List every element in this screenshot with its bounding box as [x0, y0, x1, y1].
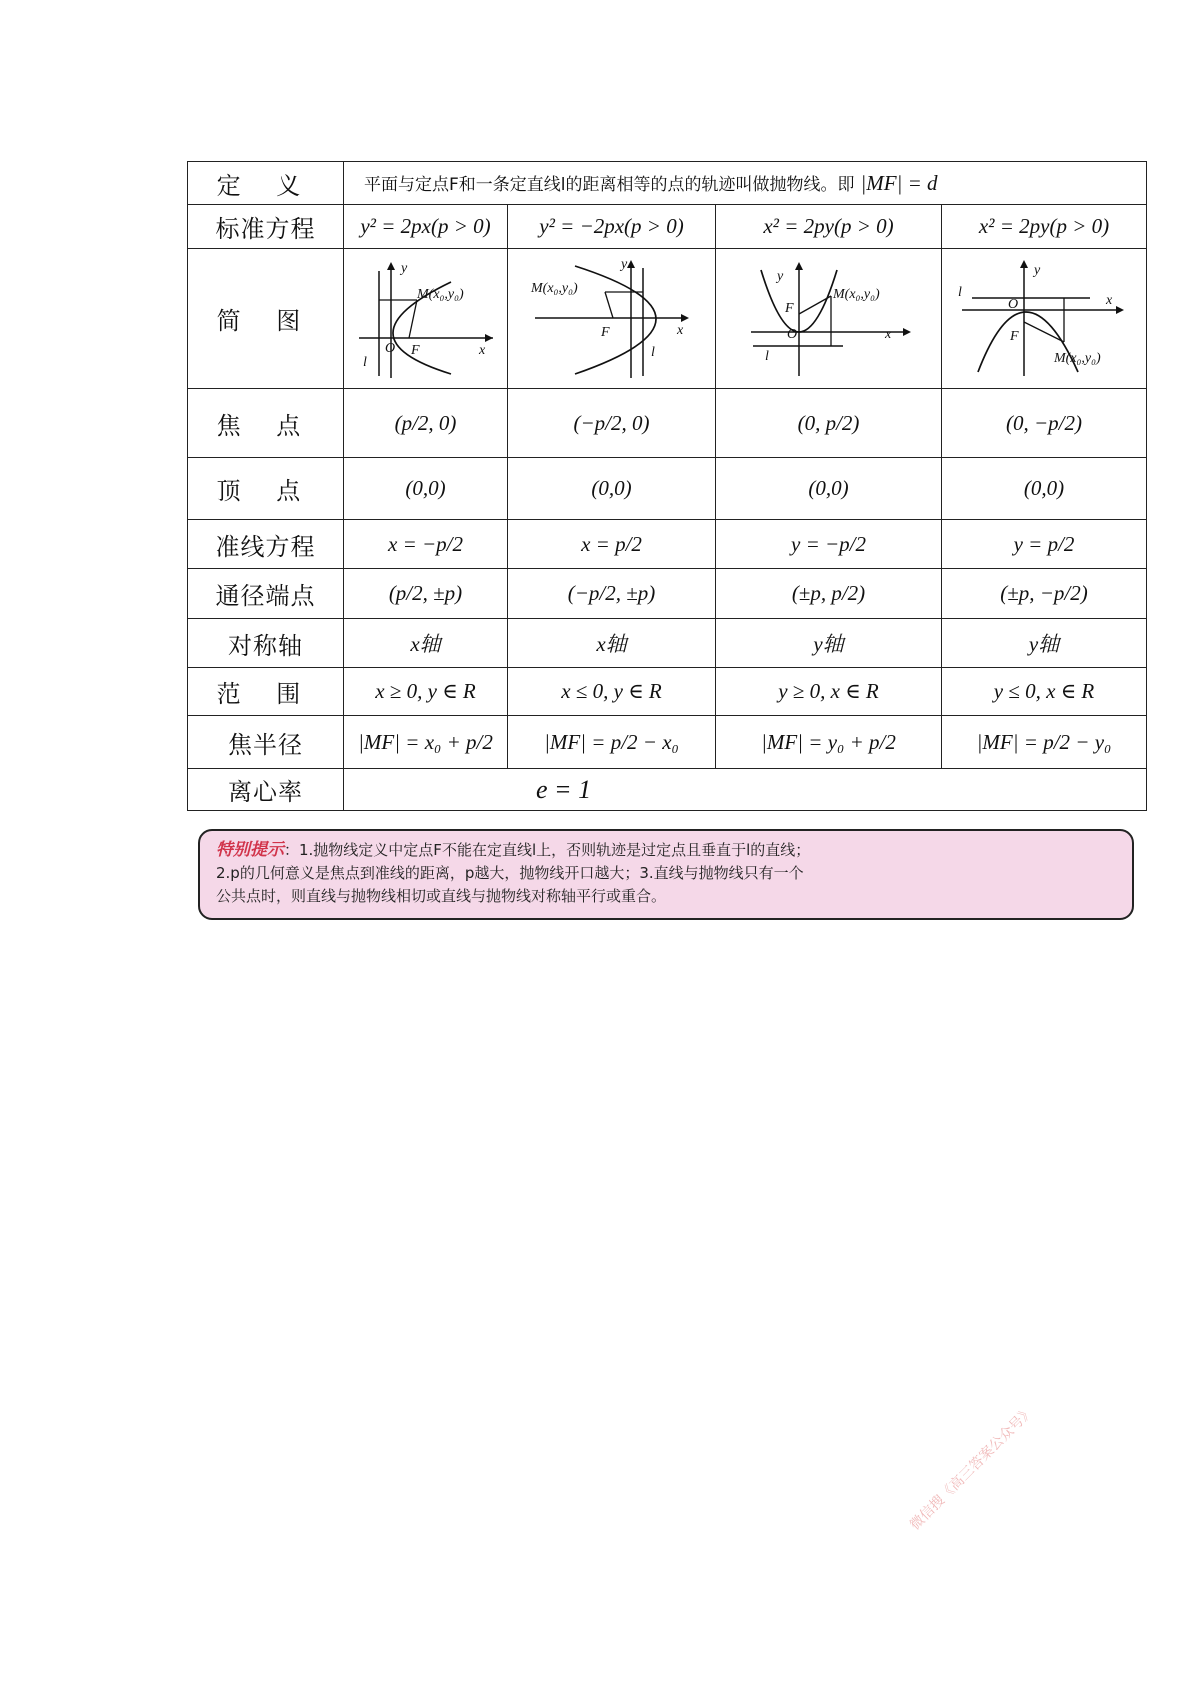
y-arrow-icon — [1020, 260, 1028, 268]
focus-cell: (0, p/2) — [716, 389, 942, 458]
y-label: y — [620, 256, 627, 272]
tip-line-2: 2.p的几何意义是焦点到准线的距离，p越大，抛物线开口越大；3.直线与抛物线只有一个 — [216, 864, 804, 882]
focus-label: F — [600, 324, 610, 340]
x-arrow-icon — [903, 328, 911, 336]
label-sketch: 简 图 — [188, 249, 344, 389]
origin-label: O — [786, 326, 797, 342]
parabola-left-diagram — [527, 256, 697, 382]
axis-cell: x轴 — [344, 619, 508, 668]
latus-cell: (p/2, ±p) — [344, 569, 508, 619]
tip-text-1: ：1.抛物线定义中定点F不能在定直线l上，否则轨迹是过定点且垂直于l的直线； — [284, 841, 811, 859]
label-standard-equation: 标准方程 — [188, 205, 344, 249]
equation-cell: y² = 2px(p > 0) — [344, 205, 508, 249]
point-m-label: M(x₀,y₀) — [530, 280, 578, 296]
label-eccentricity: 离心率 — [188, 769, 344, 811]
point-m-label: M(x₀,y₀) — [416, 286, 464, 302]
label-range: 范 围 — [188, 668, 344, 716]
definition-sentence: 平面与定点F和一条定直线l的距离相等的点的轨迹叫做抛物线。即 — [364, 175, 855, 195]
sketch-cell-up — [716, 249, 942, 389]
directrix-cell: x = p/2 — [508, 520, 716, 569]
equation-cell: x² = 2py(p > 0) — [716, 205, 942, 249]
range-cell: y ≤ 0, x ∈ R — [942, 668, 1147, 716]
focal-segment — [799, 296, 831, 314]
label-axis: 对称轴 — [188, 619, 344, 668]
focal-segment — [605, 292, 613, 318]
axis-cell: x轴 — [508, 619, 716, 668]
vertex-cell: (0,0) — [344, 458, 508, 520]
sketch-cell-down — [942, 249, 1147, 389]
row-range — [188, 668, 1147, 716]
label-focus: 焦 点 — [188, 389, 344, 458]
focal-radius-cell: |MF| = p/2 − y₀ — [942, 716, 1147, 769]
origin-label: O — [1008, 296, 1019, 312]
x-arrow-icon — [485, 334, 493, 342]
x-arrow-icon — [1116, 306, 1124, 314]
label-definition: 定 义 — [188, 162, 344, 205]
vertex-cell: (0,0) — [716, 458, 942, 520]
range-cell: x ≤ 0, y ∈ R — [508, 668, 716, 716]
parabola-right-diagram — [351, 256, 501, 382]
range-cell: x ≥ 0, y ∈ R — [344, 668, 508, 716]
directrix-cell: y = −p/2 — [716, 520, 942, 569]
row-axis — [188, 619, 1147, 668]
row-definition — [188, 162, 1147, 205]
row-focus — [188, 389, 1147, 458]
row-sketch — [188, 249, 1147, 389]
focal-radius-cell: |MF| = p/2 − x₀ — [508, 716, 716, 769]
y-arrow-icon — [627, 260, 635, 268]
directrix-cell: x = −p/2 — [344, 520, 508, 569]
parabola-up-diagram — [739, 256, 919, 382]
focus-label: F — [784, 300, 794, 316]
focus-cell: (p/2, 0) — [344, 389, 508, 458]
point-m-label: M(x₀,y₀) — [1054, 350, 1101, 366]
equation-cell: x² = 2py(p > 0) — [942, 205, 1147, 249]
focal-radius-cell: |MF| = x₀ + p/2 — [344, 716, 508, 769]
label-latus-rectum: 通径端点 — [188, 569, 344, 619]
tip-heading: 特别提示 — [216, 840, 284, 860]
directrix-label: l — [362, 354, 367, 370]
special-tip-box — [198, 829, 1134, 920]
sketch-cell-right — [344, 249, 508, 389]
latus-cell: (−p/2, ±p) — [508, 569, 716, 619]
definition-formula: |MF| = d — [860, 171, 938, 195]
point-m-label: M(x₀,y₀) — [832, 286, 880, 302]
directrix-label: l — [958, 284, 962, 300]
tip-line-3: 公共点时，则直线与抛物线相切或直线与抛物线对称轴平行或重合。 — [216, 887, 667, 905]
focal-segment — [1024, 322, 1064, 342]
row-latus-rectum — [188, 569, 1147, 619]
latus-cell: (±p, p/2) — [716, 569, 942, 619]
focus-label: F — [1010, 328, 1019, 344]
y-arrow-icon — [387, 262, 395, 270]
directrix-label: l — [650, 344, 655, 360]
directrix-label: l — [764, 348, 769, 364]
range-cell: y ≥ 0, x ∈ R — [716, 668, 942, 716]
x-label: x — [1106, 292, 1113, 308]
equation-cell: y² = −2px(p > 0) — [508, 205, 716, 249]
sketch-cell-left — [508, 249, 716, 389]
origin-label: O — [384, 340, 395, 356]
parabola-summary-table — [187, 161, 1147, 811]
vertex-cell: (0,0) — [942, 458, 1147, 520]
y-arrow-icon — [795, 262, 803, 270]
row-standard-equation — [188, 205, 1147, 249]
x-label: x — [884, 326, 891, 342]
y-label: y — [776, 268, 783, 284]
directrix-cell: y = p/2 — [942, 520, 1147, 569]
focus-label: F — [410, 342, 420, 358]
row-eccentricity — [188, 769, 1147, 811]
row-directrix — [188, 520, 1147, 569]
latus-cell: (±p, −p/2) — [942, 569, 1147, 619]
label-vertex: 顶 点 — [188, 458, 344, 520]
axis-cell: y轴 — [716, 619, 942, 668]
parabola-down-diagram — [954, 256, 1134, 382]
x-arrow-icon — [681, 314, 689, 322]
row-vertex — [188, 458, 1147, 520]
vertex-cell: (0,0) — [508, 458, 716, 520]
parabola-curve — [575, 266, 656, 374]
eccentricity-value: e = 1 — [344, 769, 1147, 811]
y-label: y — [400, 260, 407, 276]
tip-line-1 — [216, 839, 1116, 862]
watermark-text: 微信搜《高三答案公众号》 — [907, 1403, 1038, 1534]
y-label: y — [1034, 262, 1041, 278]
focus-cell: (0, −p/2) — [942, 389, 1147, 458]
x-label: x — [478, 342, 485, 358]
definition-text — [344, 162, 1147, 205]
axis-cell: y轴 — [942, 619, 1147, 668]
x-label: x — [676, 322, 683, 338]
focus-cell: (−p/2, 0) — [508, 389, 716, 458]
focal-radius-cell: |MF| = y₀ + p/2 — [716, 716, 942, 769]
label-focal-radius: 焦半径 — [188, 716, 344, 769]
row-focal-radius — [188, 716, 1147, 769]
label-directrix: 准线方程 — [188, 520, 344, 569]
